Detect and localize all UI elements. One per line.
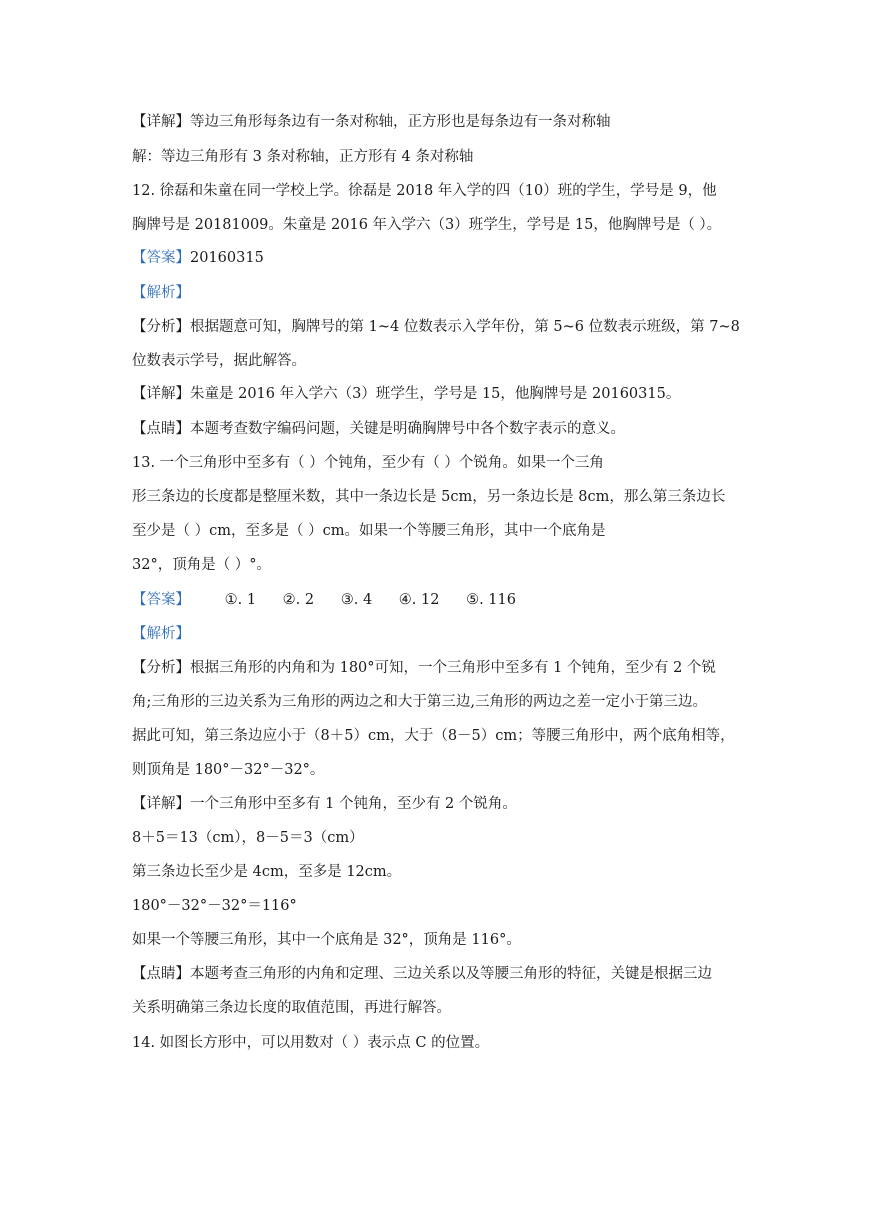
comment-line: 【点睛】本题考查数字编码问题，关键是明确胸牌号中各个数字表示的意义。 — [132, 421, 625, 437]
answer-item: ②. 2 — [282, 592, 315, 608]
question-12-line-1: 12. 徐磊和朱童在同一学校上学。徐磊是 2018 年入学的四（10）班的学生，学号是 9，他 — [132, 183, 717, 199]
analysis-tag: 【解析】 — [132, 626, 190, 642]
detail-line-2: 8＋5＝13（cm），8－5＝3（cm） — [132, 830, 364, 846]
answer-line: 【答案】20160315 — [132, 250, 264, 266]
analysis-line-2: 角;三角形的三边关系为三角形的两边之和大于第三边,三角形的两边之差一定小于第三边。 — [132, 694, 707, 710]
answer-tag: 【答案】 — [132, 592, 190, 608]
question-12-line-2: 胸牌号是 20181009。朱童是 2016 年入学六（3）班学生，学号是 15，他胸牌号是（ ）。 — [132, 217, 722, 233]
analysis-line-3: 据此可知，第三条边应小于（8＋5）cm，大于（8－5）cm；等腰三角形中，两个底角相等， — [132, 728, 735, 744]
detail-line-5: 如果一个等腰三角形，其中一个底角是 32°，顶角是 116°。 — [132, 932, 521, 948]
detail-line: 【详解】等边三角形每条边有一条对称轴，正方形也是每条边有一条对称轴 — [132, 114, 611, 130]
question-13-line-4: 32°，顶角是（ ）°。 — [132, 557, 272, 573]
comment-line: 【点睛】本题考查三角形的内角和定理、三边关系以及等腰三角形的特征，关键是根据三边 — [132, 966, 712, 982]
solution-line: 解：等边三角形有 3 条对称轴，正方形有 4 条对称轴 — [132, 149, 474, 165]
question-13-line-3: 至少是（ ）cm，至多是（ ）cm。如果一个等腰三角形，其中一个底角是 — [132, 523, 606, 539]
detail-line: 【详解】一个三角形中至多有 1 个钝角，至少有 2 个锐角。 — [132, 796, 517, 812]
detail-tag: 【详解】 — [132, 114, 190, 130]
analysis-tag: 【解析】 — [132, 285, 190, 301]
analysis-line-1: 【分析】根据三角形的内角和为 180°可知，一个三角形中至多有 1 个钝角，至少有 2 个锐 — [132, 660, 716, 676]
analysis-line-4: 则顶角是 180°－32°－32°。 — [132, 762, 325, 778]
question-13-line-2: 形三条边的长度都是整厘米数，其中一条边长是 5cm，另一条边长是 8cm，那么第三条边长 — [132, 489, 726, 505]
analysis-line-1: 【分析】根据题意可知，胸牌号的第 1~4 位数表示入学年份，第 5~6 位数表示班级，第 7~8 — [132, 319, 740, 335]
answer-tag: 【答案】 — [132, 250, 190, 266]
answer-line — [132, 590, 538, 610]
answer-item: ⑤. 116 — [466, 592, 516, 608]
answer-item: ④. 12 — [398, 592, 440, 608]
analysis-heading — [132, 624, 190, 644]
analysis-line-2: 位数表示学号，据此解答。 — [132, 353, 306, 369]
answer-item: ①. 1 — [224, 592, 257, 608]
comment-line-2: 关系明确第三条边长度的取值范围，再进行解答。 — [132, 1000, 451, 1016]
answer-item: ③. 4 — [340, 592, 373, 608]
question-14-line: 14. 如图长方形中，可以用数对（ ）表示点 C 的位置。 — [132, 1035, 490, 1051]
detail-line: 【详解】朱童是 2016 年入学六（3）班学生，学号是 15，他胸牌号是 20160315。 — [132, 386, 681, 402]
analysis-heading — [132, 283, 190, 303]
detail-line-4: 180°－32°－32°＝116° — [132, 898, 297, 914]
question-13-line-1: 13. 一个三角形中至多有（ ）个钝角，至少有（ ）个锐角。如果一个三角 — [132, 455, 604, 471]
detail-line-3: 第三条边长至少是 4cm，至多是 12cm。 — [132, 864, 402, 880]
